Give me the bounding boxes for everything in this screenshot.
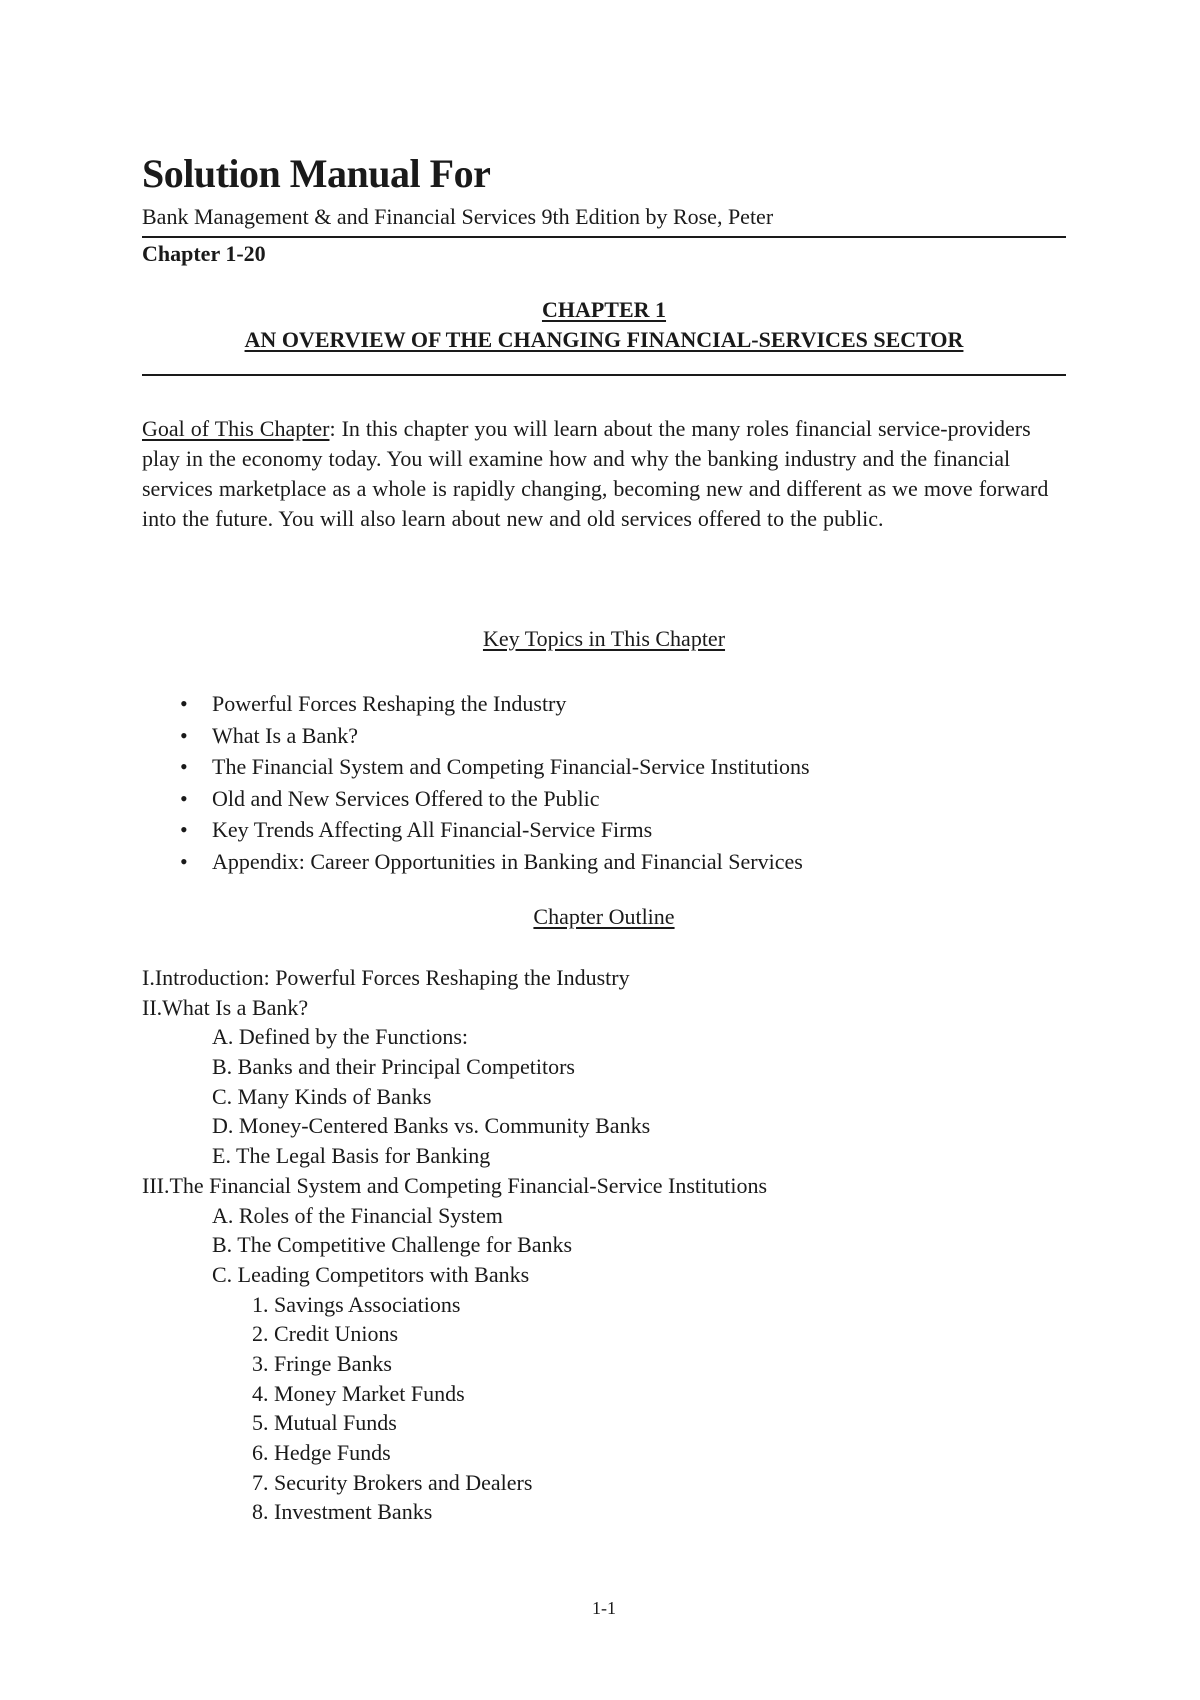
outline-item: 5. Mutual Funds	[252, 1410, 397, 1436]
outline-item: 2. Credit Unions	[252, 1321, 399, 1347]
outline-item: I.Introduction: Powerful Forces Reshaping the Industry	[142, 965, 630, 990]
chapter-rule	[142, 374, 1066, 376]
outline-item: C. Many Kinds of Banks	[212, 1083, 432, 1109]
outline-item: D. Money-Centered Banks vs. Community Banks	[212, 1113, 651, 1139]
chapter-range: Chapter 1-20	[142, 241, 266, 266]
list-item: • What Is a Bank?	[180, 720, 810, 752]
outline-item: B. Banks and their Principal Competitors	[212, 1054, 575, 1080]
key-topics-list	[180, 688, 810, 877]
list-item: • Key Trends Affecting All Financial-Service Firms	[180, 814, 810, 846]
outline-item: B. The Competitive Challenge for Banks	[212, 1232, 573, 1258]
outline-heading-text: Chapter Outline	[533, 904, 675, 929]
chapter-outline	[142, 963, 767, 1527]
key-topics-heading	[142, 626, 1066, 652]
outline-item: 4. Money Market Funds	[252, 1380, 465, 1406]
key-topics-heading-text: Key Topics in This Chapter	[482, 626, 726, 651]
outline-item: 7. Security Brokers and Dealers	[252, 1469, 533, 1495]
goal-label: Goal of This Chapter	[142, 416, 330, 441]
chapter-title: AN OVERVIEW OF THE CHANGING FINANCIAL-SERVICES SECTOR	[244, 327, 964, 352]
list-item: • Appendix: Career Opportunities in Banking and Financial Services	[180, 846, 810, 878]
outline-item: C. Leading Competitors with Banks	[212, 1261, 530, 1287]
chapter-title-heading	[142, 326, 1066, 355]
chapter-number-heading	[142, 296, 1066, 325]
outline-heading	[142, 904, 1066, 930]
goal-paragraph	[142, 414, 1066, 534]
outline-item: A. Defined by the Functions:	[212, 1024, 469, 1050]
outline-item: 3. Fringe Banks	[252, 1350, 392, 1376]
list-item: • Powerful Forces Reshaping the Industry	[180, 688, 810, 720]
outline-item: II.What Is a Bank?	[142, 994, 309, 1020]
chapter-number-label: CHAPTER 1	[541, 297, 667, 322]
outline-item: E. The Legal Basis for Banking	[212, 1143, 491, 1169]
outline-item: 1. Savings Associations	[252, 1291, 461, 1317]
list-item: • Old and New Services Offered to the Public	[180, 783, 810, 815]
goal-text: : In this chapter you will learn about the many roles financial service-providers play in the economy today. You will examine how and why the banking industry and the financial services marketplace as a whole is rapidly changing, becoming new and different as we move forward into the future. You will also learn about new and old services offered to the public.	[142, 416, 1049, 531]
document-title: Solution Manual For	[142, 151, 491, 196]
list-item: • The Financial System and Competing Financial-Service Institutions	[180, 751, 810, 783]
outline-item: A. Roles of the Financial System	[212, 1202, 503, 1228]
outline-item: 8. Investment Banks	[252, 1499, 433, 1525]
page-number: 1-1	[592, 1598, 616, 1618]
document-subtitle: Bank Management & and Financial Services 9th Edition by Rose, Peter	[142, 204, 774, 229]
outline-item: III.The Financial System and Competing Financial-Service Institutions	[142, 1172, 768, 1198]
outline-item: 6. Hedge Funds	[252, 1440, 391, 1465]
header-rule	[142, 236, 1066, 238]
